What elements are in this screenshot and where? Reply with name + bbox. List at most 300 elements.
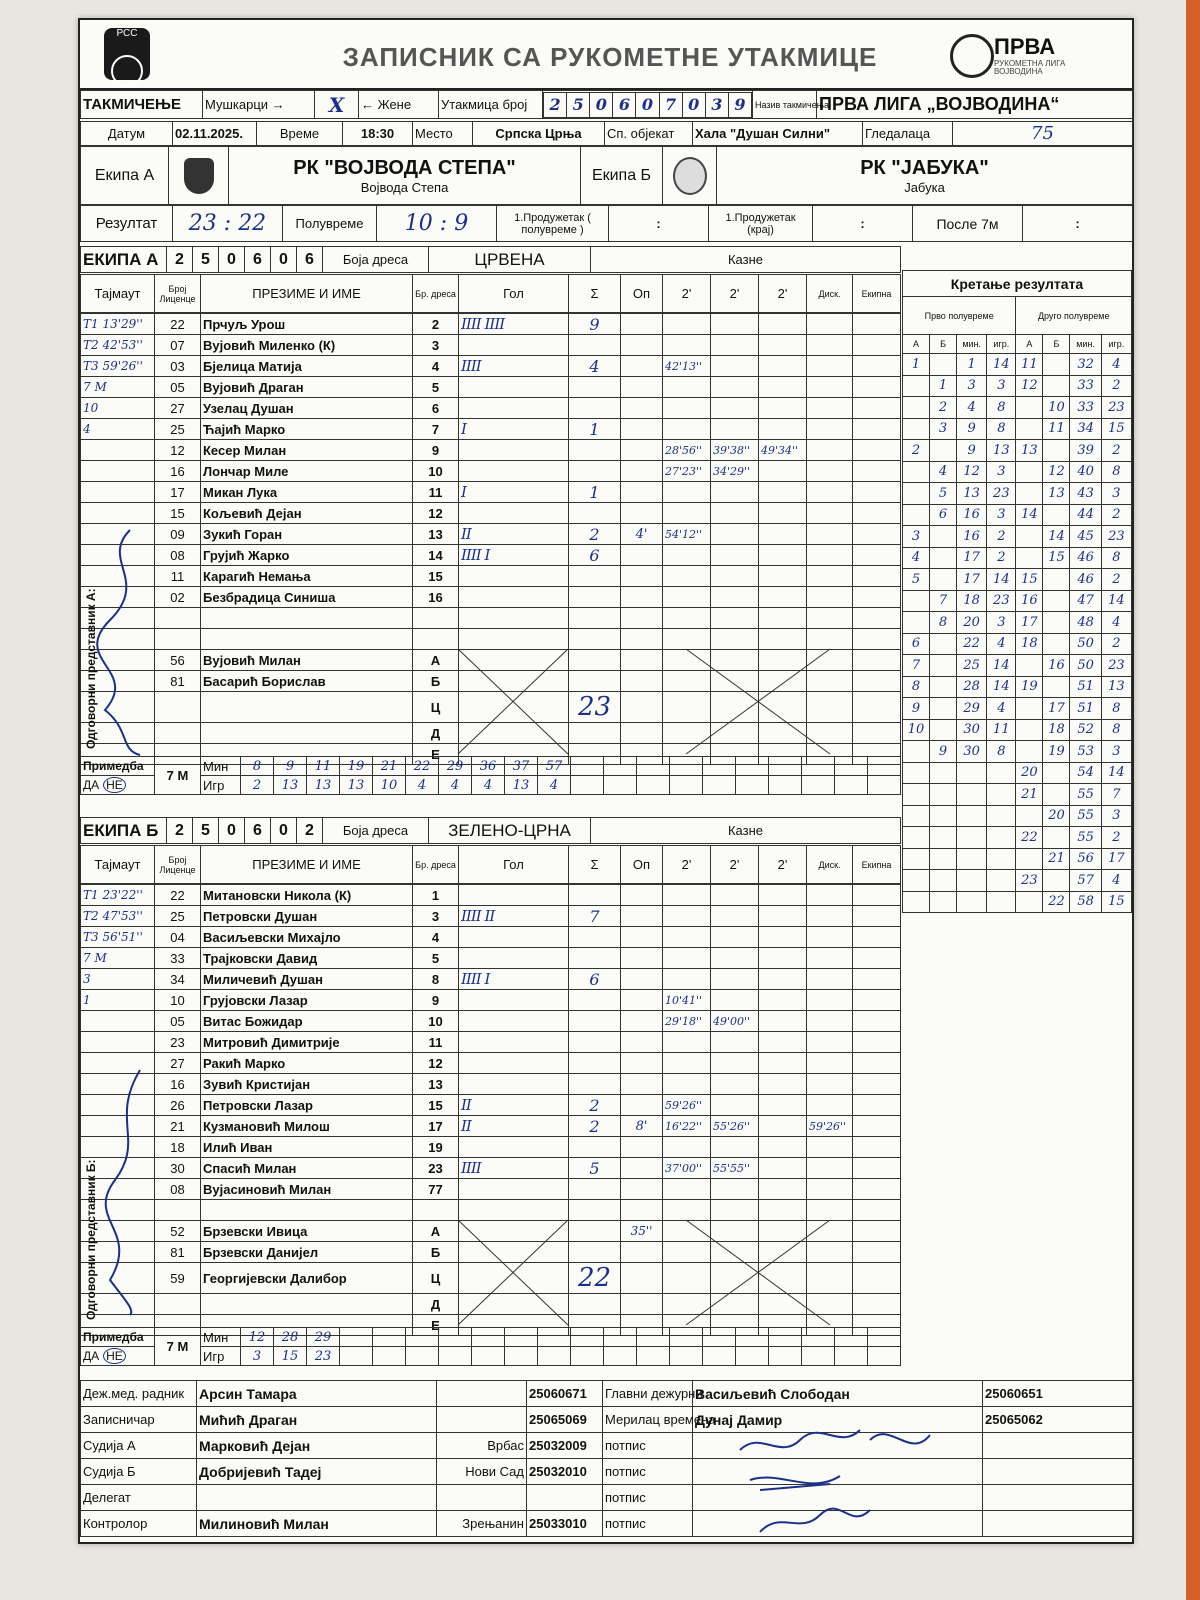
player-2min-1	[663, 587, 711, 608]
league-name-label: Назив такмичења	[753, 91, 817, 119]
player-name: Илић Иван	[201, 1137, 413, 1158]
player-2min-1	[663, 482, 711, 503]
ot2-value: :	[813, 206, 913, 242]
player-warning	[621, 482, 663, 503]
note-label: Примедба	[81, 1328, 155, 1347]
movement-cell: 14	[1101, 762, 1131, 784]
movement-cell: 30	[957, 719, 987, 741]
seven-minute-value	[769, 1328, 802, 1347]
rss-logo-icon	[104, 28, 150, 80]
official-sum	[569, 671, 621, 692]
player-goals	[459, 440, 569, 461]
movement-cell	[1043, 375, 1070, 397]
movement-cell	[903, 590, 930, 612]
player-license: 16	[155, 461, 201, 482]
movement-cell: 33	[1070, 375, 1101, 397]
player-number: 14	[413, 545, 459, 566]
note-no: НЕ	[103, 1348, 126, 1364]
player-name: Митровић Димитрије	[201, 1032, 413, 1053]
player-goal-sum	[569, 503, 621, 524]
player-2min-1	[663, 1200, 711, 1221]
movement-cell	[1016, 655, 1043, 677]
seven-player-value	[868, 1347, 901, 1366]
movement-cell: 1	[903, 354, 930, 376]
player-goal-sum: 7	[569, 906, 621, 927]
player-2min-1: 42'13''	[663, 356, 711, 377]
player-warning	[621, 587, 663, 608]
player-warning	[621, 419, 663, 440]
player-name: Лончар Миле	[201, 461, 413, 482]
player-warning	[621, 629, 663, 650]
seven-player-label: Игр	[201, 776, 241, 795]
table-row	[81, 1158, 901, 1179]
seven-minute-value	[802, 1328, 835, 1347]
player-2min-3	[759, 419, 807, 440]
col-name: ПРЕЗИМЕ И ИМЕ	[201, 846, 413, 884]
ot2-label: 1.Продужетак (крај)	[709, 206, 813, 242]
player-goal-sum: 9	[569, 314, 621, 335]
footer-city	[437, 1407, 527, 1433]
player-name	[201, 1200, 413, 1221]
seven-minute-value	[703, 757, 736, 776]
movement-cell: 13	[1043, 483, 1070, 505]
team-penalty	[853, 1074, 901, 1095]
player-goals: IIII I	[459, 969, 569, 990]
col-sum: Σ	[569, 846, 621, 884]
player-2min-1: 28'56''	[663, 440, 711, 461]
movement-cell: 8	[1101, 698, 1131, 720]
seven-minute-value	[736, 757, 769, 776]
spectators-value: 75	[953, 122, 1133, 146]
player-disqualification	[807, 377, 853, 398]
movement-cell	[987, 827, 1016, 849]
official-sum	[569, 1221, 621, 1242]
seven-player-value	[802, 1347, 835, 1366]
official-penalty-blank	[853, 692, 901, 723]
player-warning	[621, 608, 663, 629]
official-warning	[621, 671, 663, 692]
team-penalty	[853, 335, 901, 356]
team-penalty	[853, 1200, 901, 1221]
player-2min-3	[759, 1137, 807, 1158]
player-number	[413, 608, 459, 629]
movement-cell: 40	[1070, 461, 1101, 483]
seven-minute-value	[604, 757, 637, 776]
player-number: 19	[413, 1137, 459, 1158]
player-name: Спасић Милан	[201, 1158, 413, 1179]
player-goals	[459, 1032, 569, 1053]
roster-column-header	[80, 845, 901, 884]
player-goal-sum	[569, 990, 621, 1011]
seven-player-value: 4	[538, 776, 571, 795]
movement-cell	[957, 784, 987, 806]
movement-cell	[1016, 461, 1043, 483]
player-warning	[621, 885, 663, 906]
player-number: 13	[413, 524, 459, 545]
movement-cell	[903, 612, 930, 634]
table-row	[81, 566, 901, 587]
movement-cell	[903, 891, 930, 913]
player-name: Вујовић Миленко (К)	[201, 335, 413, 356]
movement-row	[903, 418, 1132, 440]
seven-minute-value	[868, 757, 901, 776]
movement-cell	[1043, 827, 1070, 849]
footer-name: Арсин Тамара	[197, 1381, 437, 1407]
movement-cell: 16	[957, 526, 987, 548]
movement-cell	[903, 784, 930, 806]
official-name: Вујовић Милан	[201, 650, 413, 671]
player-2min-2	[711, 927, 759, 948]
seven-minute-value: 22	[406, 757, 439, 776]
movement-row	[903, 547, 1132, 569]
timeout-cell: 4	[81, 419, 155, 440]
team-penalty	[853, 461, 901, 482]
footer-role: Судија Б	[81, 1459, 197, 1485]
player-name: Узелац Душан	[201, 398, 413, 419]
official-warning	[621, 1242, 663, 1263]
player-2min-1: 16'22''	[663, 1116, 711, 1137]
seven-player-value: 3	[241, 1347, 274, 1366]
col-warning: Оп	[621, 275, 663, 313]
player-warning	[621, 377, 663, 398]
player-name: Петровски Душан	[201, 906, 413, 927]
player-2min-3	[759, 356, 807, 377]
team-a-crest-icon	[169, 147, 229, 205]
after7-label: После 7м	[913, 206, 1023, 242]
movement-cell: 2	[1101, 440, 1131, 462]
movement-col-header: А	[1016, 335, 1043, 354]
background-edge	[1186, 0, 1200, 1600]
movement-row	[903, 633, 1132, 655]
player-2min-3	[759, 566, 807, 587]
player-disqualification	[807, 524, 853, 545]
movement-cell	[1016, 848, 1043, 870]
seven-player-value	[703, 776, 736, 795]
player-disqualification	[807, 1179, 853, 1200]
player-2min-1: 37'00''	[663, 1158, 711, 1179]
player-2min-2	[711, 608, 759, 629]
movement-cell: 46	[1070, 547, 1101, 569]
movement-cell	[987, 848, 1016, 870]
match-no-label: Утакмица број	[439, 91, 543, 119]
table-row	[81, 1053, 901, 1074]
player-2min-3	[759, 927, 807, 948]
player-name	[201, 629, 413, 650]
player-license: 26	[155, 1095, 201, 1116]
movement-cell: 30	[957, 741, 987, 763]
player-name: Безбрадица Синиша	[201, 587, 413, 608]
table-row	[81, 314, 901, 335]
movement-row	[903, 698, 1132, 720]
player-2min-1	[663, 969, 711, 990]
movement-cell: 5	[903, 569, 930, 591]
official-license: 59	[155, 1263, 201, 1294]
official-code: Е	[413, 744, 459, 765]
match-no-digit: 7	[659, 92, 682, 117]
player-number: 11	[413, 482, 459, 503]
movement-cell	[1043, 440, 1070, 462]
movement-cell: 47	[1070, 590, 1101, 612]
player-goals: IIII I	[459, 545, 569, 566]
seven-player-value: 13	[340, 776, 373, 795]
seven-player-value	[439, 1347, 472, 1366]
player-license: 08	[155, 545, 201, 566]
official-sum	[569, 1242, 621, 1263]
team-penalty	[853, 398, 901, 419]
seven-player-value	[472, 1347, 505, 1366]
footer-license2	[983, 1511, 1133, 1537]
movement-cell	[930, 719, 957, 741]
note-yes-no	[81, 776, 155, 795]
cross-out-icon	[458, 649, 568, 754]
movement-cell: 2	[1101, 504, 1131, 526]
movement-cell: 3	[987, 612, 1016, 634]
player-goal-sum	[569, 566, 621, 587]
place-value: Српска Црња	[473, 122, 605, 146]
player-goals	[459, 629, 569, 650]
after7-value: :	[1023, 206, 1133, 242]
timeout-cell: 7 M	[81, 377, 155, 398]
timeout-cell: T2 47'53''	[81, 906, 155, 927]
movement-cell: 12	[1016, 375, 1043, 397]
official-license	[155, 1294, 201, 1315]
movement-cell	[930, 526, 957, 548]
table-row	[81, 356, 901, 377]
team-penalty	[853, 377, 901, 398]
movement-cell	[1043, 612, 1070, 634]
seven-minute-value	[769, 757, 802, 776]
player-warning	[621, 314, 663, 335]
player-2min-2	[711, 1074, 759, 1095]
movement-cell: 15	[1101, 418, 1131, 440]
seven-meter-label: 7 М	[155, 1328, 201, 1366]
player-disqualification	[807, 1200, 853, 1221]
movement-cell	[903, 827, 930, 849]
player-disqualification	[807, 629, 853, 650]
seven-player-value: 2	[241, 776, 274, 795]
player-license: 23	[155, 1032, 201, 1053]
player-goals: IIII	[459, 356, 569, 377]
time-value: 18:30	[343, 122, 413, 146]
player-2min-3	[759, 1074, 807, 1095]
player-warning	[621, 545, 663, 566]
player-warning: 4'	[621, 524, 663, 545]
movement-cell: 3	[987, 504, 1016, 526]
player-2min-1: 54'12''	[663, 524, 711, 545]
player-goals	[459, 398, 569, 419]
player-number: 77	[413, 1179, 459, 1200]
timeout-cell	[81, 482, 155, 503]
seven-minute-value: 21	[373, 757, 406, 776]
player-goals: II	[459, 1095, 569, 1116]
seven-minute-value	[637, 757, 670, 776]
match-no-digit: 6	[613, 92, 636, 117]
movement-cell: 13	[957, 483, 987, 505]
official-code: Б	[413, 1242, 459, 1263]
team-penalty	[853, 566, 901, 587]
movement-row	[903, 504, 1132, 526]
official-warning	[621, 723, 663, 744]
official-penalty-blank	[853, 1221, 901, 1242]
player-goals: IIII	[459, 1158, 569, 1179]
player-license: 22	[155, 885, 201, 906]
table-row	[81, 482, 901, 503]
player-2min-2	[711, 629, 759, 650]
seven-player-value	[670, 776, 703, 795]
team-penalty	[853, 1116, 901, 1137]
player-2min-3	[759, 969, 807, 990]
footer-license: 25032010	[527, 1459, 603, 1485]
movement-cell	[1043, 354, 1070, 376]
player-name: Карагић Немања	[201, 566, 413, 587]
player-goal-sum: 6	[569, 969, 621, 990]
movement-cell: 33	[1070, 397, 1101, 419]
team-total-goals: 22	[569, 1263, 621, 1294]
seven-player-value	[604, 776, 637, 795]
cross-out-icon	[686, 1220, 830, 1325]
jersey-value: ЗЕЛЕНО-ЦРНА	[429, 818, 591, 844]
player-2min-2	[711, 356, 759, 377]
player-disqualification	[807, 1011, 853, 1032]
timeout-cell: T3 56'51''	[81, 927, 155, 948]
movement-cell: 22	[1016, 827, 1043, 849]
player-warning	[621, 1053, 663, 1074]
player-2min-2	[711, 377, 759, 398]
page-title: ЗАПИСНИК СА РУКОМЕТНЕ УТАКМИЦЕ	[342, 42, 878, 72]
player-goal-sum: 1	[569, 419, 621, 440]
player-license: 25	[155, 419, 201, 440]
footer-city: Врбас	[437, 1433, 527, 1459]
match-no-digit: 2	[544, 92, 567, 117]
match-no-digit: 0	[636, 92, 659, 117]
movement-cell	[930, 762, 957, 784]
table-row	[81, 948, 901, 969]
footer-role2: Главни дежурни	[603, 1381, 693, 1407]
rss-logo-text: РСС	[116, 28, 138, 39]
team-penalty	[853, 587, 901, 608]
seven-minute-value	[835, 1328, 868, 1347]
official-warning	[621, 650, 663, 671]
player-warning	[621, 440, 663, 461]
player-disqualification	[807, 461, 853, 482]
movement-cell	[930, 891, 957, 913]
movement-cell: 2	[903, 440, 930, 462]
movement-cell: 4	[1101, 354, 1131, 376]
footer-license2: 25065062	[983, 1407, 1133, 1433]
movement-cell: 32	[1070, 354, 1101, 376]
movement-cell	[930, 655, 957, 677]
timeout-cell: T3 59'26''	[81, 356, 155, 377]
movement-cell	[987, 891, 1016, 913]
official-license: 52	[155, 1221, 201, 1242]
seven-minute-value: 8	[241, 757, 274, 776]
player-2min-3	[759, 1095, 807, 1116]
movement-cell: 50	[1070, 633, 1101, 655]
player-2min-3	[759, 545, 807, 566]
note-yes: ДА	[83, 778, 100, 792]
league-logo-subtitle: РУКОМЕТНА ЛИГА ВОЈВОДИНА	[994, 59, 1066, 76]
player-warning	[621, 335, 663, 356]
movement-cell: 6	[930, 504, 957, 526]
movement-cell: 4	[1101, 870, 1131, 892]
movement-cell	[903, 483, 930, 505]
col-timeout: Тајмаут	[81, 275, 155, 313]
seven-minute-value	[340, 1328, 373, 1347]
player-goal-sum	[569, 440, 621, 461]
player-goal-sum	[569, 1053, 621, 1074]
col-disqualification: Диск.	[807, 846, 853, 884]
player-name: Вујовић Драган	[201, 377, 413, 398]
player-2min-3	[759, 629, 807, 650]
movement-cell: 52	[1070, 719, 1101, 741]
seven-minute-value	[439, 1328, 472, 1347]
movement-cell	[903, 418, 930, 440]
col-name: ПРЕЗИМЕ И ИМЕ	[201, 275, 413, 313]
player-disqualification	[807, 419, 853, 440]
player-license: 03	[155, 356, 201, 377]
table-row	[81, 990, 901, 1011]
official-license: 81	[155, 1242, 201, 1263]
movement-row	[903, 569, 1132, 591]
player-disqualification	[807, 1032, 853, 1053]
player-goals	[459, 948, 569, 969]
player-name: Микан Лука	[201, 482, 413, 503]
player-warning	[621, 461, 663, 482]
player-name: Трајковски Давид	[201, 948, 413, 969]
movement-cell	[930, 827, 957, 849]
team-penalty	[853, 440, 901, 461]
footer-role2: Мерилац времена	[603, 1407, 693, 1433]
time-label: Време	[257, 122, 343, 146]
player-disqualification	[807, 906, 853, 927]
footer-role2: потпис	[603, 1459, 693, 1485]
official-code: Е	[413, 1315, 459, 1336]
player-license: 25	[155, 906, 201, 927]
player-number	[413, 629, 459, 650]
movement-cell	[1016, 418, 1043, 440]
player-goals	[459, 1179, 569, 1200]
player-2min-1: 59'26''	[663, 1095, 711, 1116]
footer-license: 25065069	[527, 1407, 603, 1433]
player-2min-2	[711, 969, 759, 990]
seven-minute-value: 57	[538, 757, 571, 776]
player-2min-3	[759, 885, 807, 906]
movement-col-header: Б	[930, 335, 957, 354]
result-label: Резултат	[81, 206, 173, 242]
match-info-table	[80, 90, 1133, 119]
movement-cell: 15	[1016, 569, 1043, 591]
table-row	[81, 335, 901, 356]
player-2min-2	[711, 906, 759, 927]
official-name: Басарић Борислав	[201, 671, 413, 692]
player-number: 11	[413, 1032, 459, 1053]
seven-minute-value	[703, 1328, 736, 1347]
timeout-cell	[81, 461, 155, 482]
player-name: Кесер Милан	[201, 440, 413, 461]
player-warning	[621, 1074, 663, 1095]
player-goals	[459, 1053, 569, 1074]
movement-cell	[957, 891, 987, 913]
movement-cell	[930, 633, 957, 655]
player-goals	[459, 608, 569, 629]
player-goals	[459, 335, 569, 356]
seven-player-value	[769, 1347, 802, 1366]
player-number: 13	[413, 1074, 459, 1095]
movement-cell	[957, 827, 987, 849]
league-name: ПРВА ЛИГА „ВОЈВОДИНА“	[817, 91, 1133, 119]
seven-minute-value	[835, 757, 868, 776]
footer-name: Мићић Драган	[197, 1407, 437, 1433]
